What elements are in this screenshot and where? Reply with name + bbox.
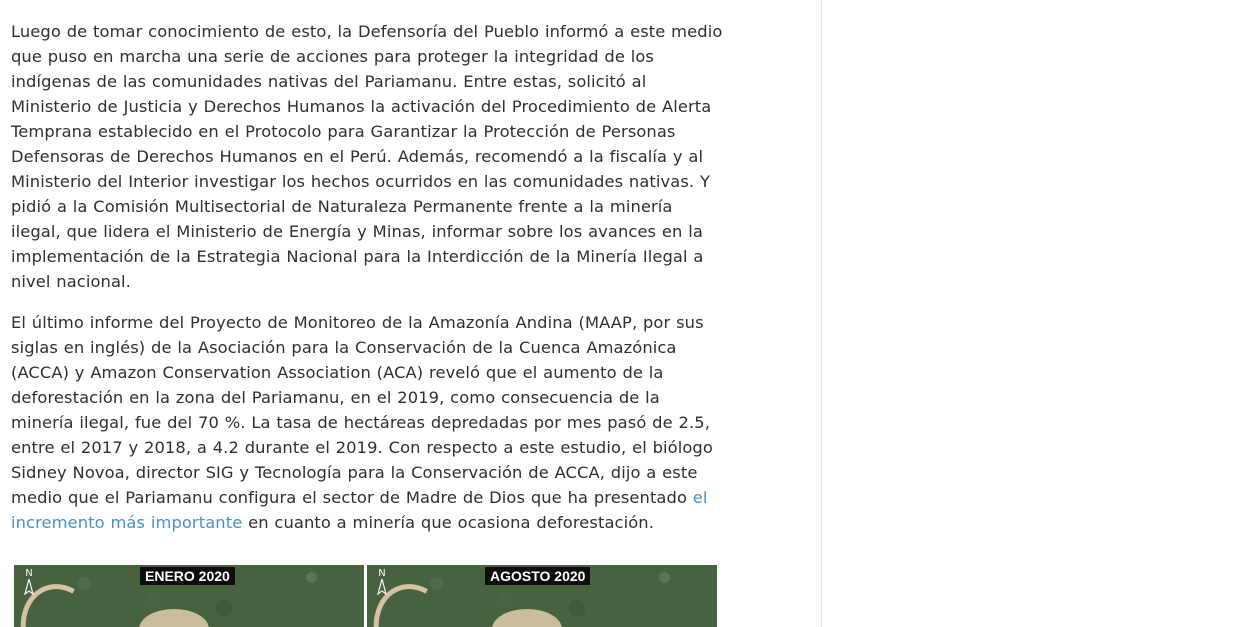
article-paragraph-1: Luego de tomar conocimiento de esto, la Defensoría del Pueblo informó a este medio que puso en marcha una serie de acciones para proteger la integridad de los indígenas de las comunidades nativas del Pariamanu. Entre estas, solicitó al Ministerio de Justicia y Derechos Humanos la activación del Procedimiento de Alerta Temprana establecido en el Protocolo para Garantizar la Protección de Personas Defensoras de Derechos Humanos en el Perú. Además, recomendó a la fiscalía y al Ministerio del Interior investigar los hechos ocurridos en las comunidades nativas. Y pidió a la Comisión Multisectorial de Naturaleza Permanente frente a la minería ilegal, que lidera el Ministerio de Energía y Minas, informar sobre los avances en la implementación de la Estrategia Nacional para la Interdicción de la Minería Ilegal a nivel nacional. xyxy=(11,22,723,291)
north-letter: N xyxy=(378,568,386,579)
satellite-image-january xyxy=(14,565,364,627)
satellite-image-august xyxy=(367,565,717,627)
clearing-shape xyxy=(139,609,209,627)
article-paragraph-2 xyxy=(11,310,725,535)
north-arrow-icon xyxy=(375,569,389,595)
article-body xyxy=(11,19,725,551)
paragraph-2-tail: en cuanto a minería que ocasiona deforestación. xyxy=(242,513,654,532)
image-label-january: ENERO 2020 xyxy=(140,567,235,585)
increment-link[interactable]: el incremento más importante xyxy=(11,488,708,532)
satellite-comparison xyxy=(14,565,718,627)
image-label-august: AGOSTO 2020 xyxy=(485,567,590,585)
paragraph-2-text: El último informe del Proyecto de Monitoreo de la Amazonía Andina (MAAP, por sus siglas en inglés) de la Asociación para la Conservación de la Cuenca Amazónica (ACCA) y Amazon Conservation Association (ACA) reveló que el aumento de la deforestación en la zona del Pariamanu, en el 2019, como consecuencia de la minería ilegal, fue del 70 %. La tasa de hectáreas depredadas por mes pasó de 2.5, entre el 2017 y 2018, a 4.2 durante el 2019. Con respecto a este estudio, el biólogo Sidney Novoa, director SIG y Tecnología para la Conservación de ACCA, dijo a este medio que el Pariamanu configura el sector de Madre de Dios que ha presentado xyxy=(11,313,713,507)
north-arrow-icon xyxy=(22,569,36,595)
north-letter: N xyxy=(25,568,33,579)
clearing-shape xyxy=(492,609,562,627)
sidebar-divider xyxy=(821,0,822,627)
